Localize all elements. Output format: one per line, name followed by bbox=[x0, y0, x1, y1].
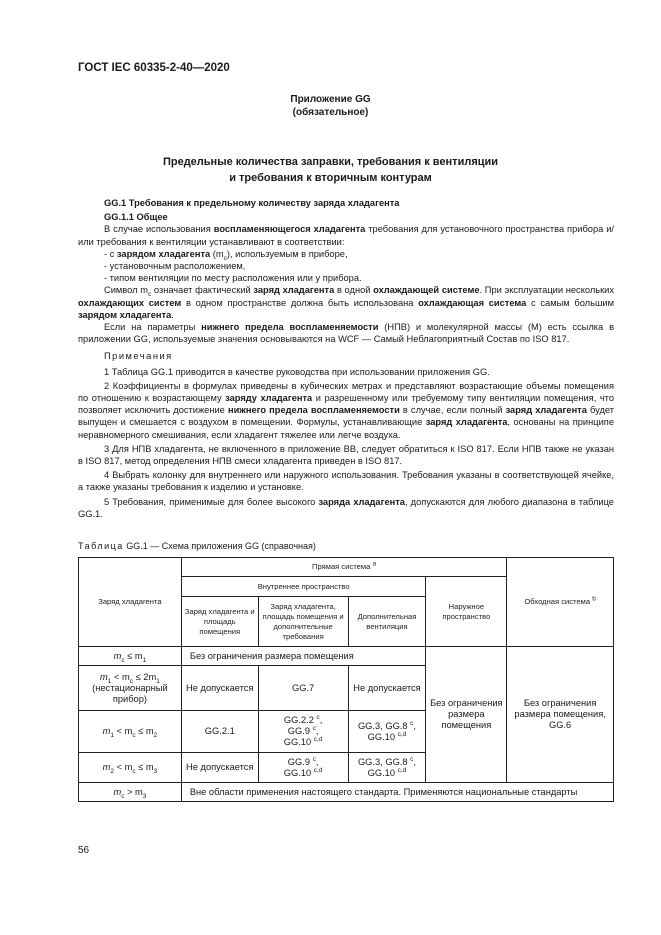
header-outdoor: Наружное пространство bbox=[426, 577, 507, 647]
table-cell: Не допускается bbox=[181, 753, 258, 783]
notes-heading: Примечания bbox=[104, 351, 173, 362]
header-col-ventilation: Дополнительная вентиляция bbox=[348, 597, 426, 647]
row-label: $m_c \le m_1$ bbox=[79, 647, 182, 666]
table-cell: GG.2.1 bbox=[181, 711, 258, 753]
list-item: - установочным расположением, bbox=[104, 261, 246, 272]
header-indoor: Внутреннее пространство bbox=[181, 577, 426, 597]
paragraph-3: Если на параметры нижнего предела воспламеняемости (НПВ) и молекулярной массы (M) есть ссылка в приложении GG, используемые значения основываются на WCF — Самый Неблагоприятный Состав по ISO 817. bbox=[78, 322, 615, 345]
header-direct-system: Прямая система $^a$ bbox=[181, 558, 506, 577]
paragraph-1: В случае использования воспламеняющегося хладагента требования для установочного пространства прибора и/или требования к вентиляции устанавливают в соответствии: bbox=[78, 224, 614, 247]
note-5: 5 Требования, применимые для более высокого заряда хладагента, допускаются для любого диапазона в таблице GG.1. bbox=[78, 496, 614, 519]
row-label: $m_2 < m_c \le m_3$ bbox=[79, 753, 182, 783]
table-cell: Не допускается bbox=[348, 666, 426, 711]
list-item: - с зарядом хладагента $(m_c)$, используемым в приборе, bbox=[104, 248, 348, 262]
body-text bbox=[78, 197, 614, 520]
header-bypass-system: Обходная система $^b$ bbox=[507, 558, 614, 647]
header-charge: Заряд хладагента bbox=[79, 558, 182, 647]
outdoor-value: Без ограничения размера помещения bbox=[426, 647, 507, 783]
section-heading: GG.1 Требования к предельному количеству заряда хладагента bbox=[104, 198, 400, 208]
page-number: 56 bbox=[78, 845, 90, 856]
annex-title-line2: и требования к вторичным контурам bbox=[229, 172, 432, 184]
annex-title-line1: Предельные количества заправки, требования к вентиляции bbox=[162, 156, 499, 168]
annex-label: Приложение GG bbox=[290, 94, 371, 105]
table-cell: Вне области применения настоящего стандарта. Применяются национальные стандарты bbox=[181, 783, 613, 802]
header-col-charge-area: Заряд хладагента и площадь помещения bbox=[181, 597, 258, 647]
header-col-charge-area-extra: Заряд хладагента, площадь помещения и дополнительные требования bbox=[258, 597, 348, 647]
table-cell: GG.3, GG.8 $^c$, GG.10 $^{c,d}$ bbox=[348, 753, 426, 783]
table-caption: Таблица GG.1 — Схема приложения GG (справочная) bbox=[78, 541, 316, 551]
paragraph-2: Символ $m_c$ означает фактический заряд хладагента в одной охлаждающей системе. При эксплуатации нескольких охлаждающих систем в одном пространстве должна быть использована охлаждающая система с самым большим зарядом хладагента. bbox=[78, 285, 615, 320]
note-1: 1 Таблица GG.1 приводится в качестве руководства при использовании приложения GG. bbox=[104, 366, 490, 377]
table-cell: Без ограничения размера помещения bbox=[181, 647, 426, 666]
table-cell: GG.9 $^c$, GG.10 $^{c,d}$ bbox=[258, 753, 348, 783]
bypass-value: Без ограничения размера помещения, GG.6 bbox=[507, 647, 614, 783]
scheme-table bbox=[78, 557, 614, 802]
document-header: ГОСТ IEC 60335-2-40—2020 bbox=[78, 62, 230, 74]
note-4: 4 Выбрать колонку для внутреннего или наружного использования. Требования указаны в соответствующей ячейке, а также указаны требования к изделию и установке. bbox=[78, 470, 614, 493]
table-cell: GG.7 bbox=[258, 666, 348, 711]
table-cell: Не допускается bbox=[181, 666, 258, 711]
list-item: - типом вентиляции по месту расположения или у прибора. bbox=[104, 273, 362, 284]
table-cell: GG.2.2 $^c$, GG.9 $^c$, GG.10 $^{c,d}$ bbox=[258, 711, 348, 753]
subsection-heading: GG.1.1 Общее bbox=[104, 212, 168, 223]
note-3: 3 Для НПВ хладагента, не включенного в приложение ВВ, следует обратиться к ISO 817. Если НПВ также не указан в ISO 817, метод определения НПВ смеси хладагента приведен в ISO 817. bbox=[78, 443, 614, 467]
annex-status: (обязательное) bbox=[292, 107, 369, 118]
row-label: $m_1 < m_c \le 2m_1$ (нестационарный прибор) bbox=[79, 666, 182, 711]
note-2: 2 Коэффициенты в формулах приведены в кубических метрах и представляют возрастающие объемы помещения по отношению к возрастающему заряду хладагента и разрешенному или требуемому типу вентиляции помещения, что позволяет исключить достижение нижнего предела воспламеняемости в случае, если полный заряд хладагента будет выпущен и смешается с воздухом в помещении. Формулы, устанавливающие заряд хладагента, основаны на принципе неравномерного смешивания, если хладагент тяжелее или легче воздуха. bbox=[78, 380, 615, 440]
table-cell: GG.3, GG.8 $^c$, GG.10 $^{c,d}$ bbox=[348, 711, 426, 753]
row-label: $m_c > m_3$ bbox=[79, 783, 182, 802]
row-label: $m_1 < m_c \le m_2$ bbox=[79, 711, 182, 753]
